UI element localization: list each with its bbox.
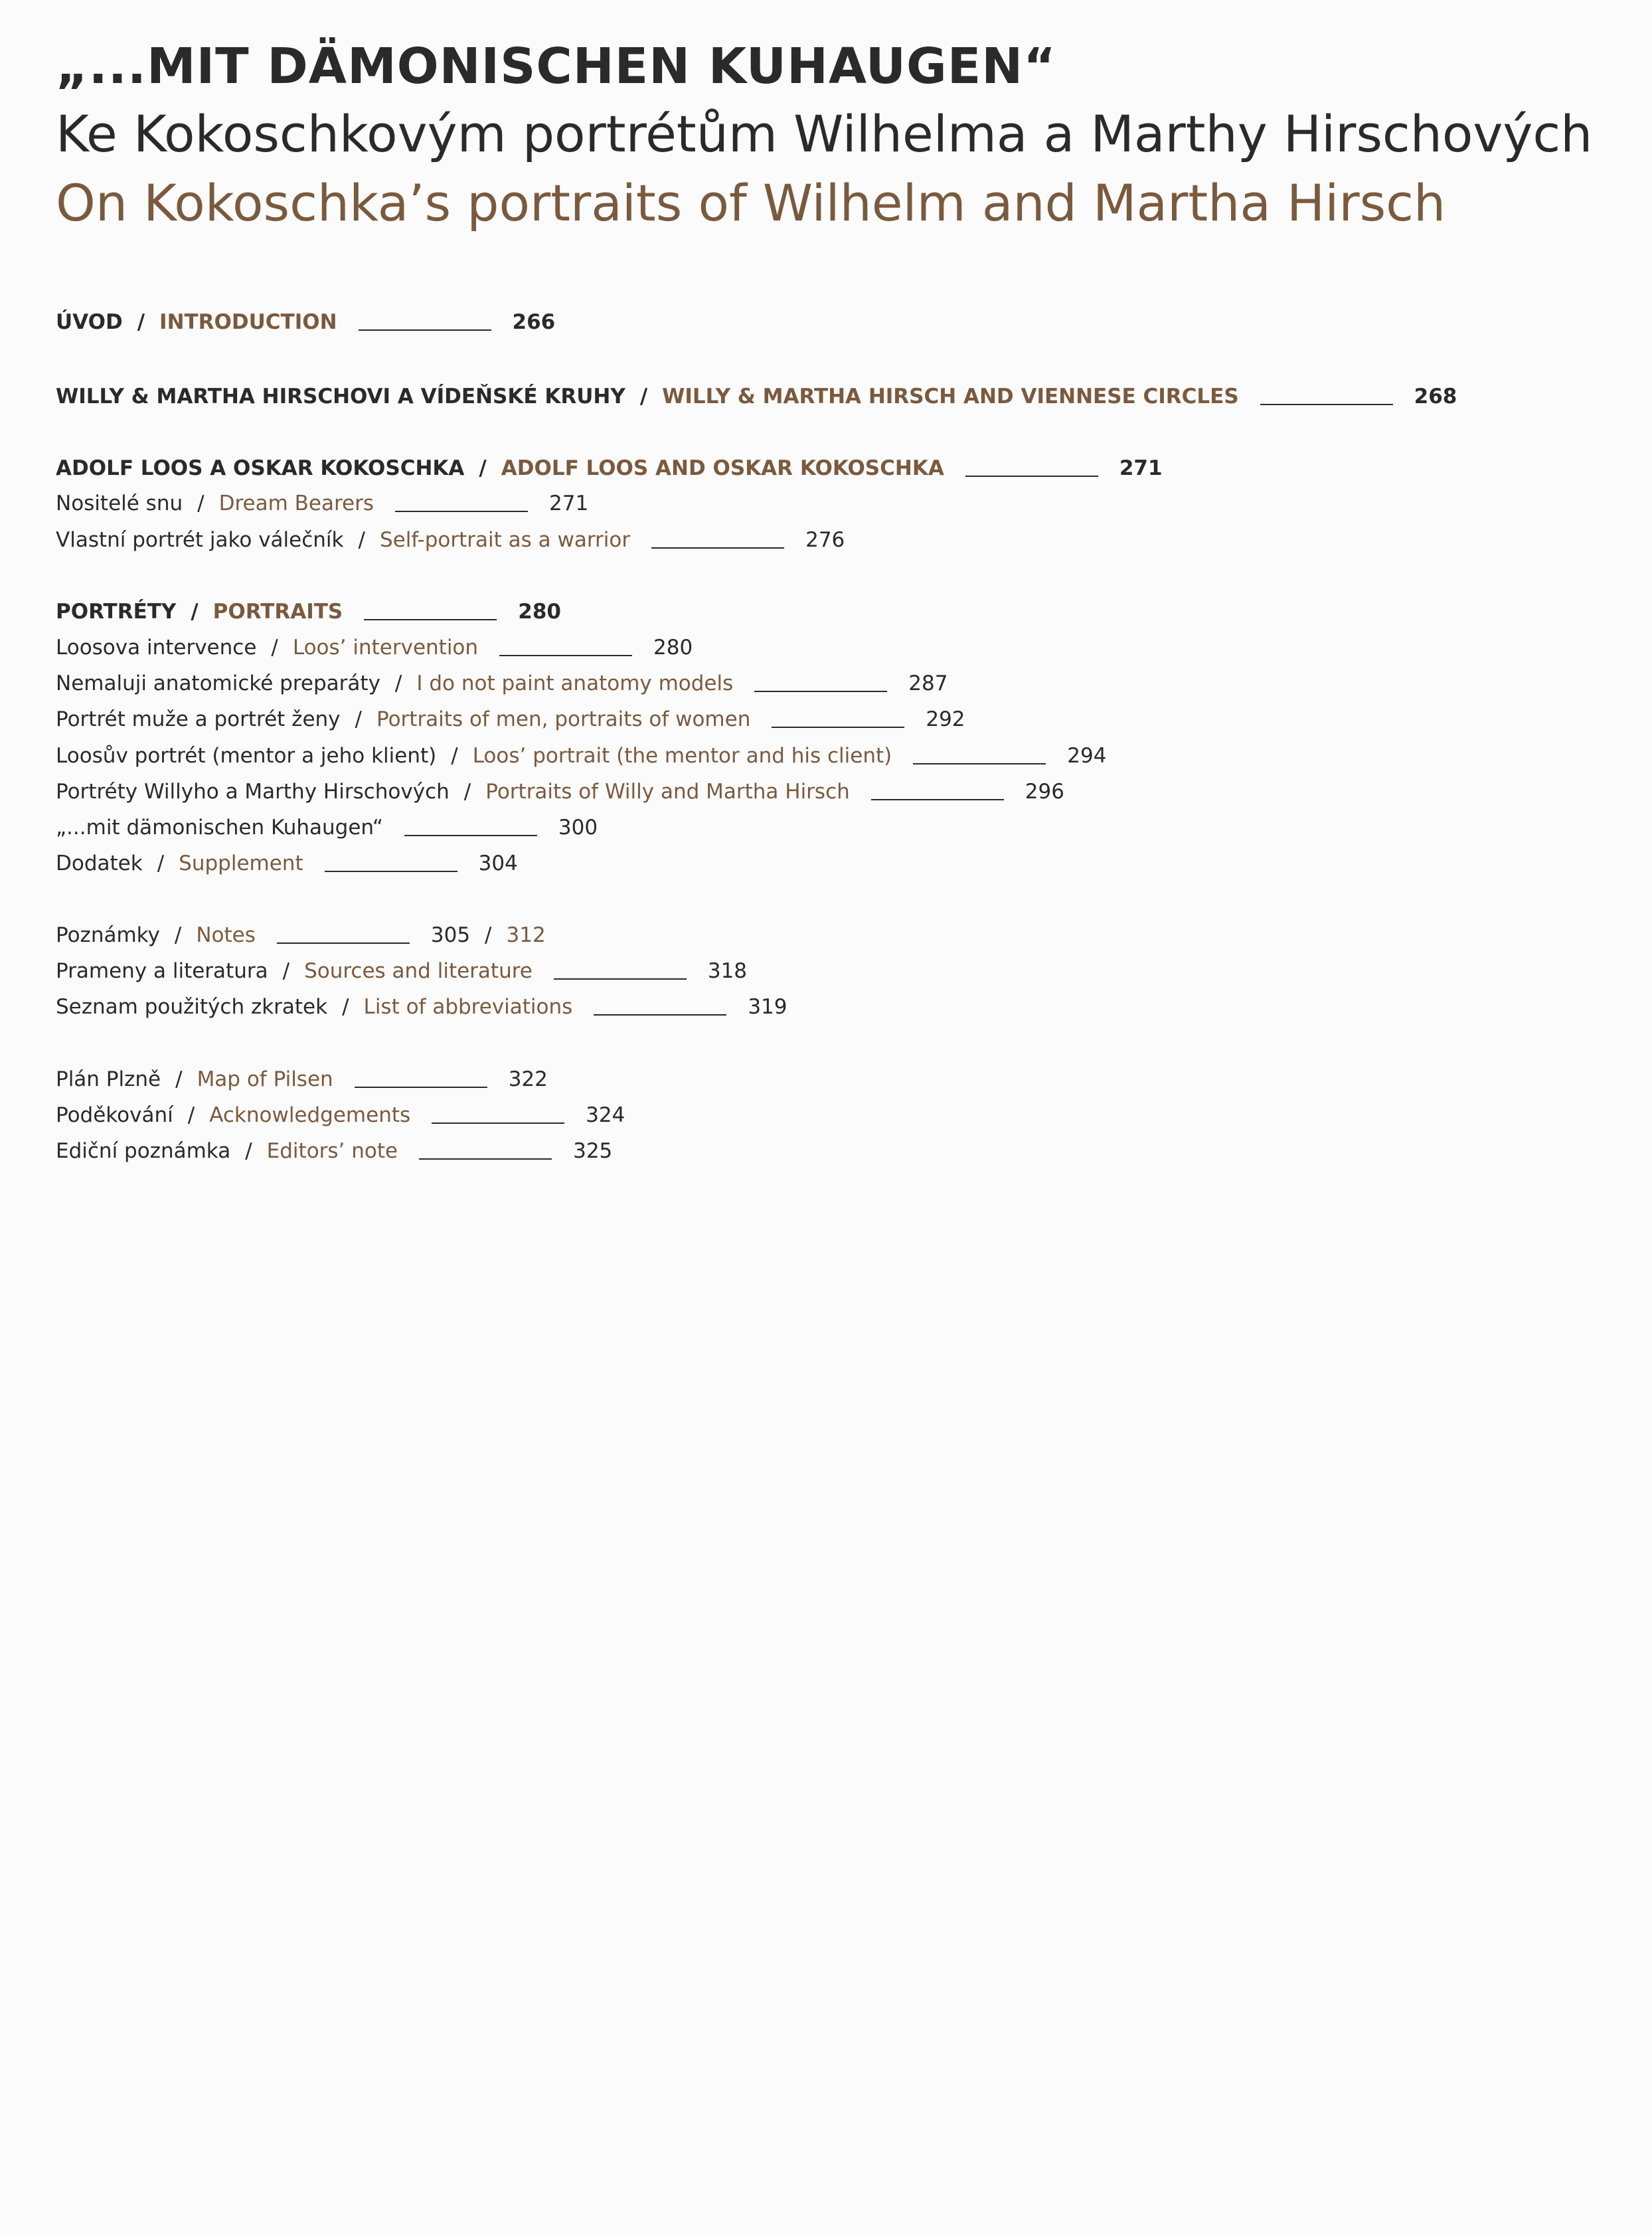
page-number: 300 [558, 816, 598, 840]
page-number: 271 [1119, 456, 1163, 480]
toc-entry[interactable] [56, 667, 948, 700]
toc-entry-title-english: List of abbreviations [363, 995, 573, 1019]
page-number: 322 [508, 1067, 548, 1091]
separator-slash: / [451, 744, 458, 768]
leader-line [651, 547, 784, 549]
toc-entry-title-english: WILLY & MARTHA HIRSCH AND VIENNESE CIRCLES [662, 385, 1239, 408]
toc-entry[interactable] [56, 523, 845, 557]
leader-line [965, 476, 1098, 477]
toc-entry-title-czech: ÚVOD [56, 310, 123, 334]
toc-entry-title-czech: Loosova intervence [56, 636, 257, 660]
toc-entry[interactable] [56, 380, 1457, 413]
toc-entry-title-czech: Loosův portrét (mentor a jeho klient) [56, 744, 437, 768]
toc-entry-title-czech: PORTRÉTY [56, 600, 177, 624]
toc-entry-title-czech: „...mit dämonischen Kuhaugen“ [56, 816, 383, 840]
toc-entry-title-czech: Prameny a literatura [56, 959, 268, 983]
page-number-english: 312 [506, 923, 546, 947]
toc-entry-title-english: ADOLF LOOS AND OSKAR KOKOSCHKA [501, 456, 944, 480]
toc-entry-title-czech: ADOLF LOOS A OSKAR KOKOSCHKA [56, 456, 465, 480]
toc-entry-title-czech: WILLY & MARTHA HIRSCHOVI A VÍDEŇSKÉ KRUHY [56, 385, 625, 408]
toc-entry-title-english: I do not paint anatomy models [416, 671, 734, 695]
toc-entry-title-czech: Ediční poznámka [56, 1139, 231, 1163]
page-number: 287 [908, 671, 948, 695]
separator-slash: / [137, 310, 145, 334]
separator-slash: / [282, 959, 290, 983]
leader-line [359, 329, 491, 331]
separator-slash: / [355, 707, 362, 731]
toc-entry-title-english: Notes [196, 923, 256, 947]
separator-slash: / [197, 491, 205, 515]
leader-line [772, 727, 904, 728]
leader-line [499, 655, 632, 656]
toc-entry[interactable] [56, 306, 555, 339]
toc-entry[interactable] [56, 811, 598, 844]
leader-line [871, 799, 1004, 800]
toc-entry-title-english: Dream Bearers [218, 491, 374, 515]
toc-entry-title-english: Editors’ note [266, 1139, 398, 1163]
separator-slash: / [479, 456, 487, 480]
toc-entry[interactable] [56, 775, 1064, 808]
leader-line [754, 691, 887, 692]
separator-slash: / [191, 600, 199, 624]
leader-line [404, 835, 537, 836]
page-number: 280 [653, 636, 693, 660]
toc-entry-title-english: Map of Pilsen [197, 1067, 333, 1091]
page-title: „...MIT DÄMONISCHEN KUHAUGEN“ [56, 38, 1056, 95]
subtitle-czech: Ke Kokoschkovým portrétům Wilhelma a Marthy Hirschových [56, 104, 1593, 163]
separator-slash: / [485, 923, 492, 947]
leader-line [355, 1087, 487, 1088]
toc-entry-title-english: Portraits of Willy and Martha Hirsch [485, 780, 850, 804]
toc-entry[interactable] [56, 954, 747, 988]
leader-line [277, 942, 410, 944]
toc-entry-title-english: Portraits of men, portraits of women [376, 707, 751, 731]
separator-slash: / [245, 1139, 252, 1163]
leader-line [1260, 404, 1393, 405]
page-number: 304 [478, 851, 518, 875]
subtitle-english: On Kokoschka’s portraits of Wilhelm and Martha Hirsch [56, 173, 1446, 232]
toc-entry[interactable] [56, 847, 518, 880]
toc-entry-title-english: Supplement [179, 851, 303, 875]
leader-line [419, 1158, 552, 1160]
leader-line [594, 1014, 726, 1016]
toc-entry-title-czech: Nemaluji anatomické preparáty [56, 671, 380, 695]
toc-entry-title-czech: Plán Plzně [56, 1067, 161, 1091]
page-number: 268 [1414, 385, 1457, 408]
toc-entry[interactable] [56, 1134, 612, 1168]
toc-entry[interactable] [56, 1063, 548, 1096]
page-number: 324 [586, 1103, 625, 1127]
separator-slash: / [358, 528, 365, 552]
toc-entry-title-english: Self-portrait as a warrior [379, 528, 631, 552]
toc-entry-title-czech: Poznámky [56, 923, 160, 947]
toc-entry[interactable] [56, 739, 1106, 772]
toc-entry[interactable] [56, 990, 787, 1024]
leader-line [913, 763, 1046, 764]
toc-entry-title-english: PORTRAITS [212, 600, 343, 624]
toc-entry-title-english: Acknowledgements [209, 1103, 411, 1127]
page-number: 276 [805, 528, 845, 552]
toc-entry-title-czech: Portréty Willyho a Marthy Hirschových [56, 780, 450, 804]
toc-entry-title-czech: Portrét muže a portrét ženy [56, 707, 341, 731]
leader-line [395, 511, 528, 512]
toc-entry-title-english: Sources and literature [304, 959, 533, 983]
separator-slash: / [157, 851, 165, 875]
header [56, 33, 1592, 238]
toc-entry[interactable] [56, 703, 965, 736]
separator-slash: / [639, 385, 648, 408]
separator-slash: / [175, 1067, 183, 1091]
page-number: 266 [512, 310, 556, 334]
toc-entry[interactable] [56, 487, 588, 520]
separator-slash: / [463, 780, 471, 804]
toc-entry-title-czech: Dodatek [56, 851, 143, 875]
leader-line [364, 619, 497, 620]
page-number: 271 [549, 491, 589, 515]
toc-entry-title-english: INTRODUCTION [159, 310, 337, 334]
separator-slash: / [271, 636, 278, 660]
separator-slash: / [187, 1103, 195, 1127]
leader-line [325, 871, 457, 872]
page-number: 305 [430, 923, 471, 947]
toc-entry-title-czech: Poděkování [56, 1103, 173, 1127]
leader-line [432, 1122, 564, 1124]
page-number: 294 [1067, 744, 1107, 768]
toc-entry-title-czech: Nositelé snu [56, 491, 183, 515]
toc-entry-title-english: Loos’ intervention [292, 636, 479, 660]
toc-entry[interactable] [56, 452, 1163, 485]
leader-line [554, 978, 687, 980]
page-number: 318 [707, 959, 748, 983]
page-number: 319 [748, 995, 787, 1019]
separator-slash: / [342, 995, 349, 1019]
page-number: 280 [518, 600, 561, 624]
toc-entry[interactable] [56, 631, 693, 664]
toc-entry-title-czech: Vlastní portrét jako válečník [56, 528, 344, 552]
toc-entry-title-english: Loos’ portrait (the mentor and his client) [472, 744, 892, 768]
page-number: 292 [926, 707, 965, 731]
toc-entry[interactable] [56, 595, 561, 628]
toc-entry-title-czech: Seznam použitých zkratek [56, 995, 328, 1019]
separator-slash: / [174, 923, 182, 947]
toc-entry[interactable] [56, 1099, 625, 1132]
separator-slash: / [394, 671, 402, 695]
page-number: 296 [1025, 780, 1064, 804]
toc-entry[interactable] [56, 919, 546, 952]
page-number: 325 [573, 1139, 613, 1163]
